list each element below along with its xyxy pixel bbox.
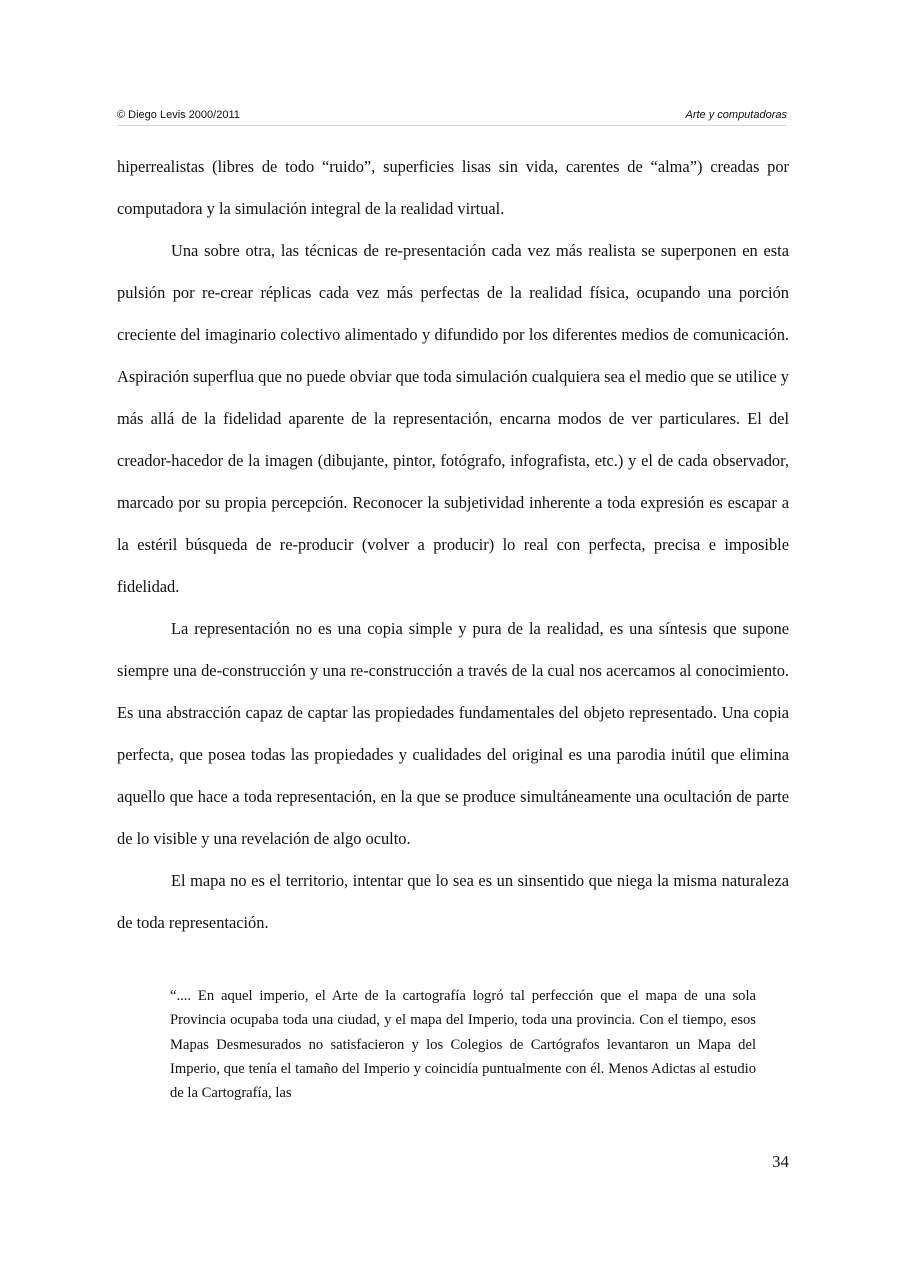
header-copyright: © Diego Levis 2000/2011 (117, 109, 240, 121)
block-quote (170, 984, 756, 1105)
header-title: Arte y computadoras (685, 109, 787, 121)
page-number: 34 (772, 1152, 789, 1171)
paragraph: La representación no es una copia simple y pura de la realidad, es una síntesis que supone siempre una de-construcción y una re-construcción a través de la cual nos acercamos al conocimiento. Es una abstracción capaz de captar las propiedades fundamentales del objeto representado. Una copia perfecta, que posea todas las propiedades y cualidades del original es una parodia inútil que elimina aquello que hace a toda representación, en la que se produce simultáneamente una ocultación de parte de lo visible y una revelación de algo oculto. (117, 619, 789, 848)
paragraph: El mapa no es el territorio, intentar que lo sea es un sinsentido que niega la misma naturaleza de toda representación. (117, 871, 789, 932)
paragraph: Una sobre otra, las técnicas de re-presentación cada vez más realista se superponen en esta pulsión por re-crear réplicas cada vez más perfectas de la realidad física, ocupando una porción creciente del imaginario colectivo alimentado y difundido por los diferentes medios de comunicación. Aspiración superflua que no puede obviar que toda simulación cualquiera sea el medio que se utilice y más allá de la fidelidad aparente de la representación, encarna modos de ver particulares. El del creador-hacedor de la imagen (dibujante, pintor, fotógrafo, infografista, etc.) y el de cada observador, marcado por su propia percepción. Reconocer la subjetividad inherente a toda expresión es escapar a la estéril búsqueda de re-producir (volver a producir) lo real con perfecta, precisa e imposible fidelidad. (117, 241, 789, 596)
paragraph: hiperrealistas (libres de todo “ruido”, superficies lisas sin vida, carentes de “alma”) creadas por computadora y la simulación integral de la realidad virtual. (117, 157, 789, 218)
page-header (117, 107, 787, 126)
quote-text: “.... En aquel imperio, el Arte de la cartografía logró tal perfección que el mapa de una sola Provincia ocupaba toda una ciudad, y el mapa del Imperio, toda una provincia. Con el tiempo, esos Mapas Desmesurados no satisfacieron y los Colegios de Cartógrafos levantaron un Mapa del Imperio, que tenía el tamaño del Imperio y coincidía puntualmente con él. Menos Adictas al estudio de la Cartografía, las (170, 988, 756, 1102)
body-text (117, 146, 789, 944)
